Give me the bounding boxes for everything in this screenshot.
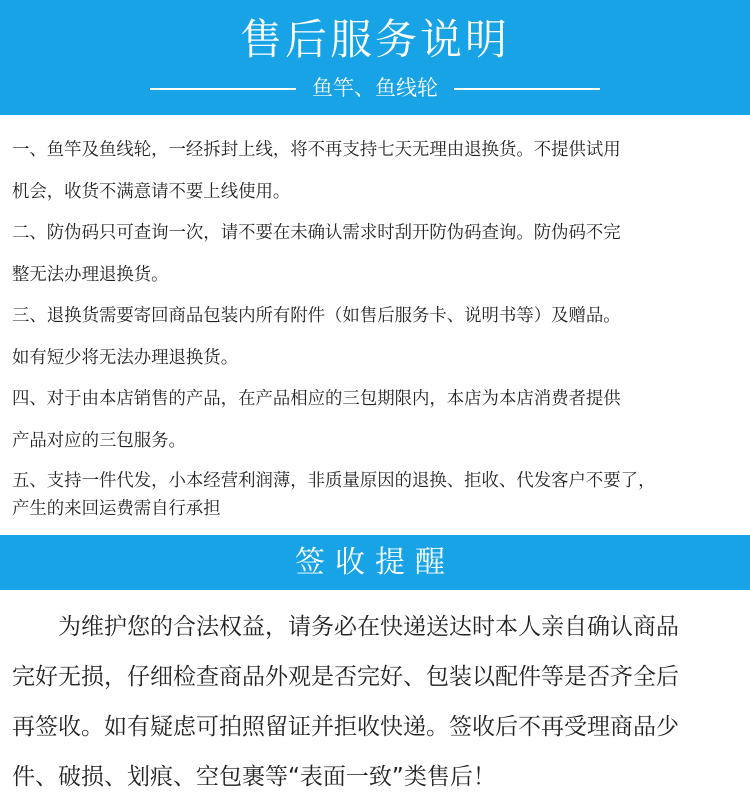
subtitle: 鱼竿、鱼线轮	[312, 76, 438, 100]
term-line: 机会，收货不满意请不要上线使用。	[12, 181, 291, 202]
reminder-line: 完好无损，仔细检查商品外观是否完好、包装以配件等是否齐全后	[12, 664, 679, 690]
page-title: 售后服务说明	[239, 15, 510, 64]
subtitle-divider-right	[454, 88, 600, 90]
term-line: 产生的来回运费需自行承担	[12, 499, 221, 519]
term-line: 五、支持一件代发，小本经营利润薄，非质量原因的退换、拒收、代发客户不要了，	[12, 471, 656, 491]
term-line: 四、对于由本店销售的产品，在产品相应的三包期限内，本店为本店消费者提供	[12, 389, 621, 409]
term-line: 二、防伪码只可查询一次，请不要在未确认需求时刮开防伪码查询。防伪码不完	[12, 223, 621, 243]
reminder-line: 为维护您的合法权益，请务必在快递送达时本人亲自确认商品	[58, 614, 679, 640]
term-line: 三、退换货需要寄回商品包装内所有附件（如售后服务卡、说明书等）及赠品。	[12, 306, 621, 326]
term-line: 整无法办理退换货。	[12, 264, 169, 285]
reminder-line: 件、破损、划痕、空包裹等“表面一致”类售后！	[12, 764, 496, 790]
term-line: 产品对应的三包服务。	[12, 430, 186, 451]
term-line: 如有短少将无法办理退换货。	[12, 347, 239, 368]
reminder-banner	[0, 535, 750, 590]
term-line: 一、鱼竿及鱼线轮，一经拆封上线，将不再支持七天无理由退换货。不提供试用	[12, 140, 621, 160]
reminder-line: 再签收。如有疑虑可拍照留证并拒收快递。签收后不再受理商品少	[12, 714, 679, 740]
subtitle-row	[0, 74, 750, 102]
reminder-section	[12, 602, 742, 802]
header-banner	[0, 0, 750, 115]
reminder-title: 签收提醒	[295, 545, 455, 580]
terms-section	[12, 130, 742, 523]
